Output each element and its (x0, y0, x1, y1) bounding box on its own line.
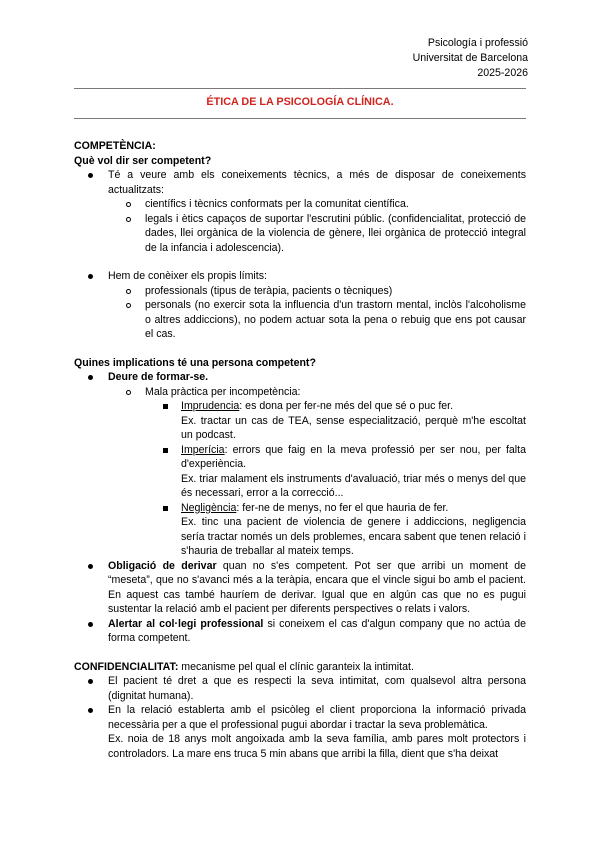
list-item: personals (no exercir sota la influencia d'un trastorn mental, inclòs l'alcoholisme o altres addiccions), no podem actuar sota la pena o rebuig que ens pot causar el cas. (74, 298, 526, 342)
list-item: Hem de conèixer els propis límits: (74, 269, 526, 284)
hollow-bullet-icon (126, 390, 131, 395)
list-item: Imperícia: errors que faig en la meva professió per ser nou, per falta d'experiència. Ex. triar malament els instruments d'avaluació, triar més o menys del que és necessari, error a la correcció... (74, 443, 526, 501)
list-item: Té a veure amb els coneixements tècnics, a més de disposar de coneixements actualitzats: (74, 168, 526, 197)
list-item: Imprudencia: es dona per fer-ne més del que sé o puc fer. Ex. tractar un cas de TEA, sense especialització, perquè m'he escoltat un podcast. (74, 399, 526, 443)
list-item: Mala pràctica per incompetència: (74, 385, 526, 400)
list-item: Alertar al col·legi professional si coneixem el cas d'algun company que no actúa de forma competent. (74, 617, 526, 646)
list-item: Deure de formar-se. (74, 370, 526, 385)
square-bullet-icon (163, 506, 168, 511)
term-negligencia: Negligència (181, 501, 237, 514)
list-item: En la relació establerta amb el psicòleg el client proporciona la informació privada necessària per a que el professional pugui abordar i tractar la seva problemàtica. Ex. noia de 18 anys molt angoixada amb la seva família, amb pares molt protectors i controladors. La mare ens truca 5 min abans que arribi la filla, dient que s'ha deixat (74, 703, 526, 761)
alertar-label: Alertar al col·legi professional (108, 617, 264, 630)
title-top-rule (74, 88, 526, 89)
header-university: Universitat de Barcelona (412, 52, 528, 64)
square-bullet-icon (163, 448, 168, 453)
hollow-bullet-icon (126, 289, 131, 294)
header-subject: Psicología i professió (427, 37, 528, 49)
section-heading-confidencialitat: CONFIDENCIALITAT: (74, 660, 179, 673)
bullet-icon (88, 679, 93, 684)
question-implications: Quines implications té una persona competent? (74, 356, 316, 369)
bullet-icon (88, 622, 93, 627)
hollow-bullet-icon (126, 303, 131, 308)
header-year: 2025-2026 (477, 67, 528, 79)
document-title: ÉTICA DE LA PSICOLOGÍA CLÍNICA. (206, 96, 394, 108)
bullet-icon (88, 375, 93, 380)
list-item: professionals (tipus de teràpia, pacients o tècniques) (74, 284, 526, 299)
example-confidencialitat: Ex. noia de 18 anys molt angoixada amb la seva família, amb pares molt protectors i controladors. La mare ens truca 5 min abans que arribi la filla, dient que s'ha deixat (108, 733, 526, 760)
confidencialitat-intro: CONFIDENCIALITAT: mecanisme pel qual el clínic garanteix la intimitat. (74, 660, 414, 673)
confidencialitat-list (74, 674, 526, 761)
question-competent: Què vol dir ser competent? (74, 154, 212, 167)
square-bullet-icon (163, 404, 168, 409)
bullet-icon (88, 274, 93, 279)
implications-list (74, 370, 526, 646)
example-negligencia: Ex. tinc una pacient de violencia de genere i addiccions, negligencia sería tractar només un dels problemes, encara sabent que tenen relació i s'hauria de treballar al mateix temps. (181, 516, 526, 557)
term-imprudencia: Imprudencia (181, 400, 240, 412)
example-imprudencia: Ex. tractar un cas de TEA, sense especialització, perquè m'he escoltat un podcast. (181, 414, 526, 441)
example-impericia: Ex. triar malament els instruments d'avaluació, triar més o menys del que és necessari, error a la correcció... (181, 472, 526, 499)
derivar-label: Obligació de derivar (108, 559, 217, 572)
bullet-icon (88, 708, 93, 713)
list-item: El pacient té dret a que es respecti la seva intimitat, com qualsevol altra persona (dignitat humana). (74, 674, 526, 703)
list-item: Obligació de derivar quan no s'es competent. Pot ser que arribi un moment de “meseta”, que no s'avanci més a la teràpia, encara que el vincle sigui bo amb el pacient. En aquest cas també hauríem de derivar. Igual que en algún cas que no es pugui sustentar la relació amb el pacient per diferents perspectives o relats i valors. (74, 559, 526, 617)
hollow-bullet-icon (126, 217, 131, 222)
section-heading-competencia: COMPETÈNCIA: (74, 140, 156, 152)
competencia-list (74, 168, 526, 255)
list-item: legals i ètics capaços de suportar l'escrutini públic. (confidencialitat, protecció de dades, llei orgànica de la violencia de gènere, llei orgànica de protecció integral de la infancia i adolescencia). (74, 212, 526, 256)
limits-list (74, 269, 526, 342)
bullet-icon (88, 173, 93, 178)
hollow-bullet-icon (126, 202, 131, 207)
list-item: científics i tècnics conformats per la comunitat científica. (74, 197, 526, 212)
term-impericia: Imperícia (181, 443, 225, 456)
document-body (74, 139, 526, 761)
document-header (413, 36, 528, 81)
bullet-icon (88, 564, 93, 569)
list-item: Negligència: fer-ne de menys, no fer el que hauria de fer. Ex. tinc una pacient de violencia de genere i addiccions, negligencia sería tractar només un dels problemes, encara sabent que tenen relació i s'hauria de treballar al mateix temps. (74, 501, 526, 559)
title-bottom-rule (74, 118, 526, 119)
